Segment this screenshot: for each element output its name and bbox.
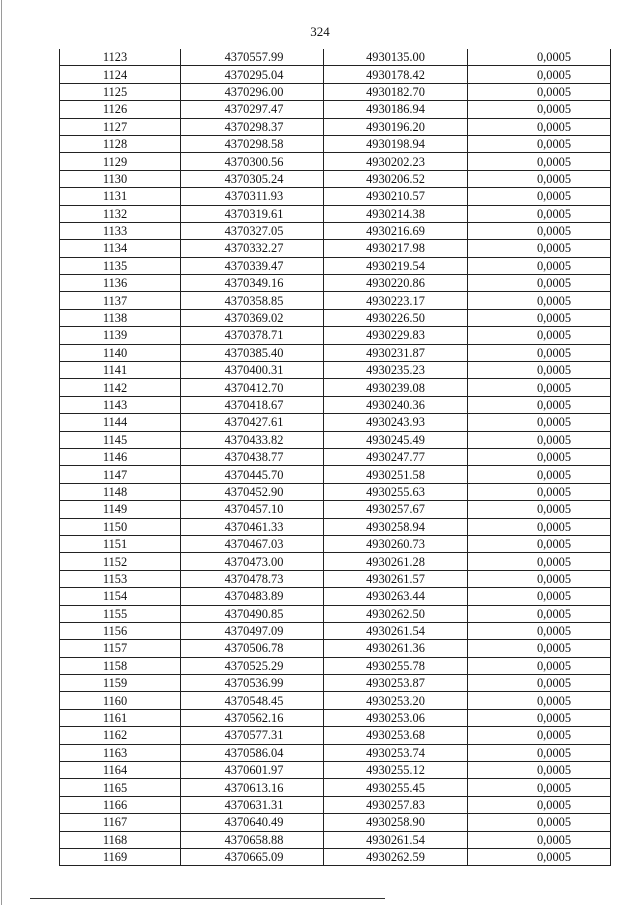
table-row: [60, 727, 611, 744]
table-row: [60, 101, 611, 118]
tolerance-cell: 0,0005: [468, 814, 611, 831]
table-row: [60, 414, 611, 431]
footer-rule: [30, 898, 385, 899]
point-number-cell: 1123: [60, 49, 181, 66]
x-coordinate-cell: 4370349.16: [181, 275, 324, 292]
x-coordinate-cell: 4370445.70: [181, 466, 324, 483]
tolerance-cell: 0,0005: [468, 205, 611, 222]
table-row: [60, 379, 611, 396]
tolerance-cell: 0,0005: [468, 327, 611, 344]
point-number-cell: 1139: [60, 327, 181, 344]
table-row: [60, 257, 611, 274]
point-number-cell: 1160: [60, 692, 181, 709]
table-row: [60, 275, 611, 292]
tolerance-cell: 0,0005: [468, 153, 611, 170]
point-number-cell: 1158: [60, 657, 181, 674]
y-coordinate-cell: 4930229.83: [324, 327, 468, 344]
x-coordinate-cell: 4370548.45: [181, 692, 324, 709]
y-coordinate-cell: 4930182.70: [324, 83, 468, 100]
x-coordinate-cell: 4370613.16: [181, 779, 324, 796]
tolerance-cell: 0,0005: [468, 675, 611, 692]
y-coordinate-cell: 4930261.36: [324, 640, 468, 657]
table-row: [60, 501, 611, 518]
y-coordinate-cell: 4930243.93: [324, 414, 468, 431]
y-coordinate-cell: 4930219.54: [324, 257, 468, 274]
point-number-cell: 1145: [60, 431, 181, 448]
page-number: 324: [310, 24, 330, 39]
y-coordinate-cell: 4930253.74: [324, 744, 468, 761]
tolerance-cell: 0,0005: [468, 588, 611, 605]
x-coordinate-cell: 4370433.82: [181, 431, 324, 448]
x-coordinate-cell: 4370497.09: [181, 622, 324, 639]
y-coordinate-cell: 4930135.00: [324, 49, 468, 66]
x-coordinate-cell: 4370385.40: [181, 344, 324, 361]
point-number-cell: 1168: [60, 831, 181, 848]
tolerance-cell: 0,0005: [468, 744, 611, 761]
tolerance-cell: 0,0005: [468, 553, 611, 570]
point-number-cell: 1159: [60, 675, 181, 692]
page-left-edge: [1, 0, 2, 905]
point-number-cell: 1138: [60, 309, 181, 326]
y-coordinate-cell: 4930255.63: [324, 483, 468, 500]
x-coordinate-cell: 4370557.99: [181, 49, 324, 66]
x-coordinate-cell: 4370601.97: [181, 762, 324, 779]
y-coordinate-cell: 4930217.98: [324, 240, 468, 257]
tolerance-cell: 0,0005: [468, 796, 611, 813]
tolerance-cell: 0,0005: [468, 83, 611, 100]
table-row: [60, 588, 611, 605]
table-row: [60, 466, 611, 483]
y-coordinate-cell: 4930255.78: [324, 657, 468, 674]
table-row: [60, 153, 611, 170]
point-number-cell: 1142: [60, 379, 181, 396]
point-number-cell: 1127: [60, 118, 181, 135]
x-coordinate-cell: 4370640.49: [181, 814, 324, 831]
tolerance-cell: 0,0005: [468, 692, 611, 709]
point-number-cell: 1147: [60, 466, 181, 483]
table-row: [60, 309, 611, 326]
point-number-cell: 1135: [60, 257, 181, 274]
table-row: [60, 49, 611, 66]
tolerance-cell: 0,0005: [468, 779, 611, 796]
point-number-cell: 1140: [60, 344, 181, 361]
point-number-cell: 1130: [60, 170, 181, 187]
tolerance-cell: 0,0005: [468, 640, 611, 657]
point-number-cell: 1125: [60, 83, 181, 100]
table-row: [60, 744, 611, 761]
table-row: [60, 570, 611, 587]
tolerance-cell: 0,0005: [468, 483, 611, 500]
tolerance-cell: 0,0005: [468, 118, 611, 135]
tolerance-cell: 0,0005: [468, 762, 611, 779]
x-coordinate-cell: 4370311.93: [181, 188, 324, 205]
point-number-cell: 1169: [60, 848, 181, 865]
table-row: [60, 553, 611, 570]
tolerance-cell: 0,0005: [468, 275, 611, 292]
tolerance-cell: 0,0005: [468, 292, 611, 309]
point-number-cell: 1143: [60, 396, 181, 413]
point-number-cell: 1128: [60, 135, 181, 152]
y-coordinate-cell: 4930239.08: [324, 379, 468, 396]
tolerance-cell: 0,0005: [468, 240, 611, 257]
point-number-cell: 1155: [60, 605, 181, 622]
y-coordinate-cell: 4930253.20: [324, 692, 468, 709]
x-coordinate-cell: 4370298.37: [181, 118, 324, 135]
y-coordinate-cell: 4930261.54: [324, 831, 468, 848]
table-row: [60, 814, 611, 831]
x-coordinate-cell: 4370461.33: [181, 518, 324, 535]
y-coordinate-cell: 4930253.68: [324, 727, 468, 744]
x-coordinate-cell: 4370427.61: [181, 414, 324, 431]
table-row: [60, 188, 611, 205]
y-coordinate-cell: 4930245.49: [324, 431, 468, 448]
y-coordinate-cell: 4930206.52: [324, 170, 468, 187]
tolerance-cell: 0,0005: [468, 222, 611, 239]
point-number-cell: 1153: [60, 570, 181, 587]
coordinates-table-body: [60, 49, 611, 866]
table-row: [60, 135, 611, 152]
x-coordinate-cell: 4370525.29: [181, 657, 324, 674]
tolerance-cell: 0,0005: [468, 466, 611, 483]
x-coordinate-cell: 4370665.09: [181, 848, 324, 865]
tolerance-cell: 0,0005: [468, 379, 611, 396]
y-coordinate-cell: 4930223.17: [324, 292, 468, 309]
x-coordinate-cell: 4370298.58: [181, 135, 324, 152]
table-row: [60, 640, 611, 657]
point-number-cell: 1152: [60, 553, 181, 570]
point-number-cell: 1167: [60, 814, 181, 831]
point-number-cell: 1146: [60, 448, 181, 465]
tolerance-cell: 0,0005: [468, 535, 611, 552]
y-coordinate-cell: 4930226.50: [324, 309, 468, 326]
x-coordinate-cell: 4370378.71: [181, 327, 324, 344]
table-row: [60, 240, 611, 257]
tolerance-cell: 0,0005: [468, 101, 611, 118]
point-number-cell: 1141: [60, 362, 181, 379]
tolerance-cell: 0,0005: [468, 709, 611, 726]
point-number-cell: 1134: [60, 240, 181, 257]
tolerance-cell: 0,0005: [468, 657, 611, 674]
tolerance-cell: 0,0005: [468, 501, 611, 518]
x-coordinate-cell: 4370631.31: [181, 796, 324, 813]
point-number-cell: 1165: [60, 779, 181, 796]
x-coordinate-cell: 4370586.04: [181, 744, 324, 761]
point-number-cell: 1149: [60, 501, 181, 518]
table-row: [60, 796, 611, 813]
point-number-cell: 1136: [60, 275, 181, 292]
y-coordinate-cell: 4930261.28: [324, 553, 468, 570]
table-row: [60, 448, 611, 465]
tolerance-cell: 0,0005: [468, 362, 611, 379]
y-coordinate-cell: 4930220.86: [324, 275, 468, 292]
y-coordinate-cell: 4930257.83: [324, 796, 468, 813]
y-coordinate-cell: 4930202.23: [324, 153, 468, 170]
tolerance-cell: 0,0005: [468, 414, 611, 431]
y-coordinate-cell: 4930255.45: [324, 779, 468, 796]
tolerance-cell: 0,0005: [468, 309, 611, 326]
tolerance-cell: 0,0005: [468, 570, 611, 587]
tolerance-cell: 0,0005: [468, 831, 611, 848]
x-coordinate-cell: 4370438.77: [181, 448, 324, 465]
y-coordinate-cell: 4930210.57: [324, 188, 468, 205]
y-coordinate-cell: 4930257.67: [324, 501, 468, 518]
x-coordinate-cell: 4370418.67: [181, 396, 324, 413]
point-number-cell: 1154: [60, 588, 181, 605]
table-row: [60, 709, 611, 726]
table-row: [60, 344, 611, 361]
tolerance-cell: 0,0005: [468, 135, 611, 152]
point-number-cell: 1161: [60, 709, 181, 726]
point-number-cell: 1164: [60, 762, 181, 779]
y-coordinate-cell: 4930240.36: [324, 396, 468, 413]
tolerance-cell: 0,0005: [468, 727, 611, 744]
table-row: [60, 396, 611, 413]
x-coordinate-cell: 4370297.47: [181, 101, 324, 118]
x-coordinate-cell: 4370339.47: [181, 257, 324, 274]
point-number-cell: 1148: [60, 483, 181, 500]
y-coordinate-cell: 4930261.57: [324, 570, 468, 587]
table-row: [60, 431, 611, 448]
x-coordinate-cell: 4370296.00: [181, 83, 324, 100]
point-number-cell: 1150: [60, 518, 181, 535]
x-coordinate-cell: 4370562.16: [181, 709, 324, 726]
point-number-cell: 1131: [60, 188, 181, 205]
y-coordinate-cell: 4930235.23: [324, 362, 468, 379]
x-coordinate-cell: 4370452.90: [181, 483, 324, 500]
table-row: [60, 327, 611, 344]
table-row: [60, 518, 611, 535]
table-row: [60, 170, 611, 187]
y-coordinate-cell: 4930262.50: [324, 605, 468, 622]
y-coordinate-cell: 4930258.94: [324, 518, 468, 535]
x-coordinate-cell: 4370536.99: [181, 675, 324, 692]
y-coordinate-cell: 4930178.42: [324, 66, 468, 83]
table-row: [60, 66, 611, 83]
point-number-cell: 1133: [60, 222, 181, 239]
table-row: [60, 848, 611, 865]
x-coordinate-cell: 4370412.70: [181, 379, 324, 396]
tolerance-cell: 0,0005: [468, 49, 611, 66]
x-coordinate-cell: 4370457.10: [181, 501, 324, 518]
point-number-cell: 1157: [60, 640, 181, 657]
table-row: [60, 483, 611, 500]
y-coordinate-cell: 4930231.87: [324, 344, 468, 361]
tolerance-cell: 0,0005: [468, 622, 611, 639]
tolerance-cell: 0,0005: [468, 170, 611, 187]
x-coordinate-cell: 4370358.85: [181, 292, 324, 309]
tolerance-cell: 0,0005: [468, 518, 611, 535]
x-coordinate-cell: 4370295.04: [181, 66, 324, 83]
y-coordinate-cell: 4930251.58: [324, 466, 468, 483]
point-number-cell: 1126: [60, 101, 181, 118]
table-row: [60, 605, 611, 622]
x-coordinate-cell: 4370577.31: [181, 727, 324, 744]
x-coordinate-cell: 4370400.31: [181, 362, 324, 379]
y-coordinate-cell: 4930186.94: [324, 101, 468, 118]
y-coordinate-cell: 4930263.44: [324, 588, 468, 605]
y-coordinate-cell: 4930253.87: [324, 675, 468, 692]
tolerance-cell: 0,0005: [468, 431, 611, 448]
y-coordinate-cell: 4930260.73: [324, 535, 468, 552]
tolerance-cell: 0,0005: [468, 396, 611, 413]
x-coordinate-cell: 4370467.03: [181, 535, 324, 552]
point-number-cell: 1162: [60, 727, 181, 744]
y-coordinate-cell: 4930214.38: [324, 205, 468, 222]
y-coordinate-cell: 4930196.20: [324, 118, 468, 135]
point-number-cell: 1166: [60, 796, 181, 813]
table-row: [60, 362, 611, 379]
point-number-cell: 1156: [60, 622, 181, 639]
x-coordinate-cell: 4370332.27: [181, 240, 324, 257]
x-coordinate-cell: 4370305.24: [181, 170, 324, 187]
y-coordinate-cell: 4930262.59: [324, 848, 468, 865]
x-coordinate-cell: 4370473.00: [181, 553, 324, 570]
table-row: [60, 118, 611, 135]
tolerance-cell: 0,0005: [468, 188, 611, 205]
x-coordinate-cell: 4370483.89: [181, 588, 324, 605]
x-coordinate-cell: 4370478.73: [181, 570, 324, 587]
x-coordinate-cell: 4370300.56: [181, 153, 324, 170]
point-number-cell: 1129: [60, 153, 181, 170]
y-coordinate-cell: 4930253.06: [324, 709, 468, 726]
table-row: [60, 622, 611, 639]
table-row: [60, 831, 611, 848]
table-row: [60, 692, 611, 709]
y-coordinate-cell: 4930261.54: [324, 622, 468, 639]
table-row: [60, 657, 611, 674]
point-number-cell: 1137: [60, 292, 181, 309]
point-number-cell: 1151: [60, 535, 181, 552]
x-coordinate-cell: 4370658.88: [181, 831, 324, 848]
table-row: [60, 205, 611, 222]
tolerance-cell: 0,0005: [468, 257, 611, 274]
x-coordinate-cell: 4370369.02: [181, 309, 324, 326]
table-row: [60, 83, 611, 100]
tolerance-cell: 0,0005: [468, 848, 611, 865]
tolerance-cell: 0,0005: [468, 605, 611, 622]
x-coordinate-cell: 4370319.61: [181, 205, 324, 222]
point-number-cell: 1163: [60, 744, 181, 761]
tolerance-cell: 0,0005: [468, 66, 611, 83]
y-coordinate-cell: 4930198.94: [324, 135, 468, 152]
table-row: [60, 762, 611, 779]
table-row: [60, 222, 611, 239]
point-number-cell: 1132: [60, 205, 181, 222]
x-coordinate-cell: 4370327.05: [181, 222, 324, 239]
y-coordinate-cell: 4930258.90: [324, 814, 468, 831]
table-row: [60, 292, 611, 309]
x-coordinate-cell: 4370506.78: [181, 640, 324, 657]
table-row: [60, 535, 611, 552]
coordinates-table: [59, 49, 611, 866]
point-number-cell: 1144: [60, 414, 181, 431]
table-row: [60, 675, 611, 692]
tolerance-cell: 0,0005: [468, 448, 611, 465]
y-coordinate-cell: 4930216.69: [324, 222, 468, 239]
point-number-cell: 1124: [60, 66, 181, 83]
y-coordinate-cell: 4930247.77: [324, 448, 468, 465]
y-coordinate-cell: 4930255.12: [324, 762, 468, 779]
table-row: [60, 779, 611, 796]
x-coordinate-cell: 4370490.85: [181, 605, 324, 622]
tolerance-cell: 0,0005: [468, 344, 611, 361]
